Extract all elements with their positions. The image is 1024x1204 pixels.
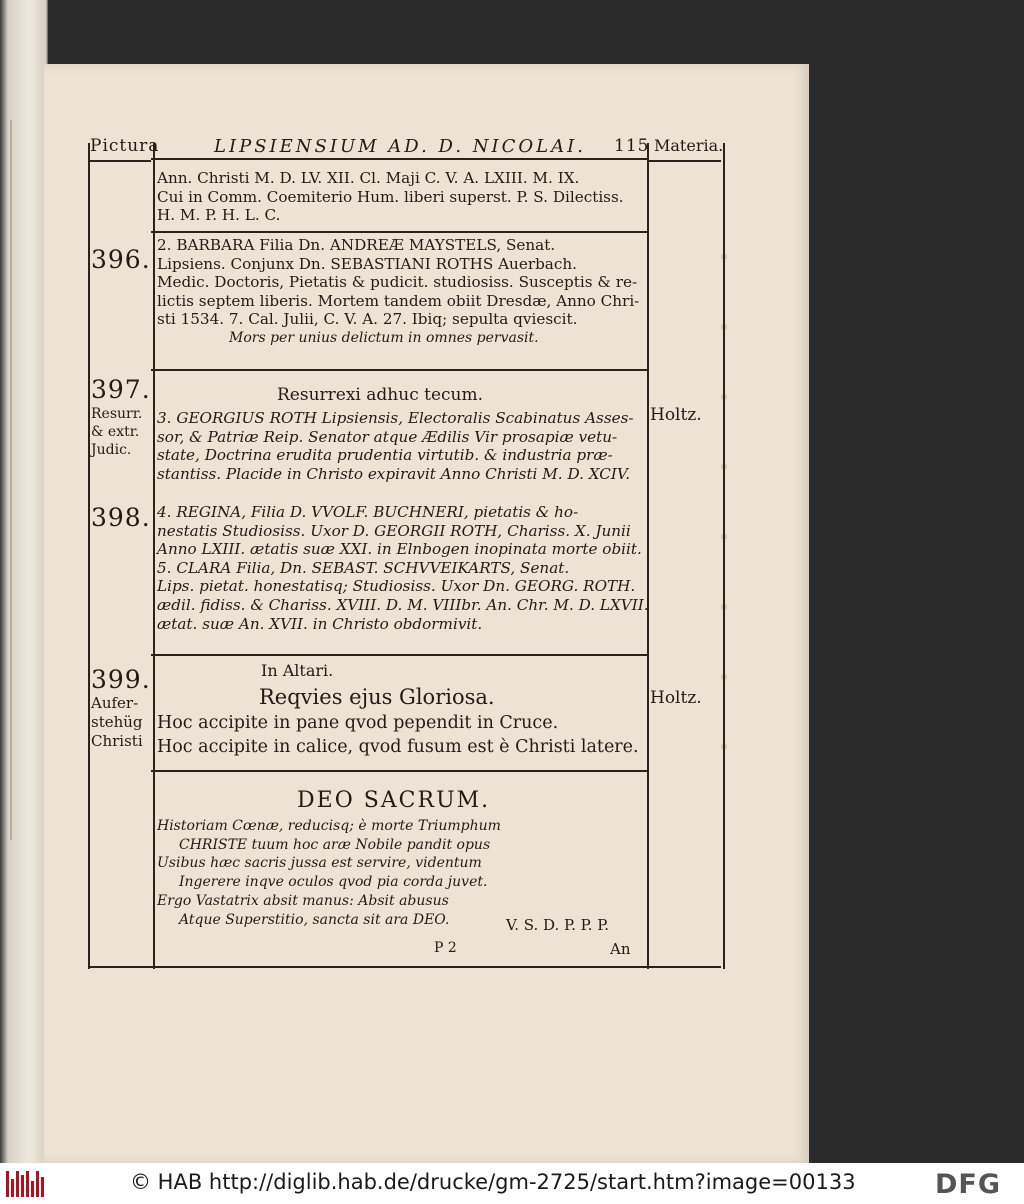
entry-number-397: 397. [91, 375, 151, 404]
entry-399-subject [91, 694, 143, 751]
text-line: 2. BARBARA Filia Dn. ANDREÆ MAYSTELS, Senat. [157, 236, 556, 254]
subject-line: Judic. [91, 442, 132, 458]
verse-line: Historiam Cœnæ, reducisq; è morte Triumphum [157, 818, 501, 834]
entry-397-subject [91, 405, 142, 459]
header-materia: Materia. [654, 136, 724, 155]
section-rule [151, 770, 647, 772]
dedication [157, 785, 641, 929]
adjacent-page-margin [10, 120, 38, 840]
verse-line: Ergo Vastatrix absit manus: Absit abusus [157, 892, 449, 909]
entry-399-text [157, 659, 641, 759]
altar-heading: In Altari. [261, 661, 334, 680]
motto: Mors per unius delictum in omnes pervasit. [229, 329, 539, 346]
text-line: Lipsiens. Conjunx Dn. SEBASTIANI ROTHS Auerbach. [157, 254, 577, 273]
header-rule [151, 158, 647, 160]
entry-396-text [157, 236, 641, 348]
verse-line: Atque Superstitio, sancta sit ara DEO. [179, 911, 450, 928]
text-line: Hoc accipite in pane qvod pependit in Cruce. [157, 713, 559, 733]
text-line: 5. CLARA Filia, Dn. SEBAST. SCHVVEIKARTS, Senat. [157, 558, 570, 577]
continued-entry [157, 169, 641, 225]
subject-line: & extr. [91, 424, 140, 440]
text-line: Medic. Doctoris, Pietatis & pudicit. studiosiss. Susceptis & re- [157, 273, 638, 292]
subject-line: Aufer- [91, 694, 139, 712]
viewer-footer [0, 1163, 1024, 1204]
entry-number-398: 398. [91, 503, 151, 532]
hab-logo-icon [6, 1171, 44, 1197]
text-line: sti 1534. 7. Cal. Julii, C. V. A. 27. Ibiq; sepulta qviescit. [157, 310, 578, 329]
verse-line: Usibus hæc sacris jussa est servire, videntum [157, 855, 482, 872]
material-holtz: Holtz. [650, 688, 702, 708]
copyright-link[interactable]: © HAB http://diglib.hab.de/drucke/gm-2725/start.htm?image=00133 [130, 1170, 856, 1194]
section-rule [151, 231, 647, 233]
catchword: An [610, 940, 631, 958]
text-line: Ann. Christi M. D. LV. XII. Cl. Maji C. V. A. LXIII. M. IX. [157, 169, 580, 187]
show-through-ink: • • • • • • • • [717, 246, 731, 761]
section-rule [151, 369, 647, 371]
material-holtz: Holtz. [650, 405, 702, 425]
text-line: H. M. P. H. L. C. [157, 206, 281, 225]
verse-line: CHRISTE tuum hoc aræ Nobile pandit opus [179, 836, 491, 853]
subject-line: stehüg [91, 713, 143, 731]
subject-line: Christi [91, 732, 143, 750]
signature-mark: P 2 [434, 940, 457, 956]
text-line: nestatis Studiosiss. Uxor D. GEORGII ROTH, Chariss. X. Junii [157, 521, 631, 540]
dedication-title: DEO SACRUM. [297, 788, 491, 813]
dedication-sigla: V. S. D. P. P. P. [506, 916, 610, 934]
text-line: lictis septem liberis. Mortem tandem obiit Dresdæ, Anno Chri- [157, 291, 640, 310]
entry-397-text [157, 381, 641, 483]
header-rule-right [647, 160, 721, 162]
header-pictura: Pictura [90, 136, 160, 156]
bottom-rule [88, 966, 721, 968]
page-number: 115 [614, 136, 650, 156]
section-title: Resurrexi adhuc tecum. [277, 385, 484, 405]
running-title: LIPSIENSIUM AD. D. NICOLAI. [214, 136, 586, 157]
materia-column-rules [647, 143, 725, 969]
text-line: Anno LXIII. ætatis suæ XXI. in Elnbogen inopinata morte obiit. [157, 540, 642, 559]
text-line: Hoc accipite in calice, qvod fusum est è Christi latere. [157, 737, 639, 757]
text-line: Lips. pietat. honestatisq; Studiosiss. Uxor Dn. GEORG. ROTH. [157, 577, 636, 596]
text-line: 3. GEORGIUS ROTH Lipsiensis, Electoralis Scabinatus Asses- [157, 409, 634, 427]
text-line: sor, & Patriæ Reip. Senator atque Ædilis Vir prosapiæ vetu- [157, 427, 618, 446]
text-line: stantiss. Placide in Christo expiravit Anno Christi M. D. XCIV. [157, 464, 631, 483]
text-line: Cui in Comm. Coemiterio Hum. liberi superst. P. S. Dilectiss. [157, 187, 624, 206]
subject-line: Resurr. [91, 406, 143, 422]
text-line: ædil. fidiss. & Chariss. XVIII. D. M. VIIIbr. An. Chr. M. D. LXVII. [157, 595, 649, 614]
entry-398-text [157, 503, 649, 633]
adjacent-page-edge [0, 0, 48, 1163]
text-line: 4. REGINA, Filia D. VVOLF. BUCHNERI, pietatis & ho- [157, 503, 579, 521]
entry-number-396: 396. [91, 245, 151, 274]
section-rule [151, 654, 647, 656]
dfg-logo: DFG [935, 1169, 1002, 1200]
text-line: state, Doctrina erudita prudentia virtutib. & industria præ- [157, 446, 613, 465]
text-line: ætat. suæ An. XVII. in Christo obdormivit. [157, 614, 483, 633]
header-rule-left [88, 160, 151, 162]
verse-line: Ingerere inqve oculos qvod pia corda juvet. [179, 874, 488, 891]
altar-motto: Reqvies ejus Gloriosa. [259, 685, 495, 709]
entry-number-399: 399. [91, 665, 151, 694]
